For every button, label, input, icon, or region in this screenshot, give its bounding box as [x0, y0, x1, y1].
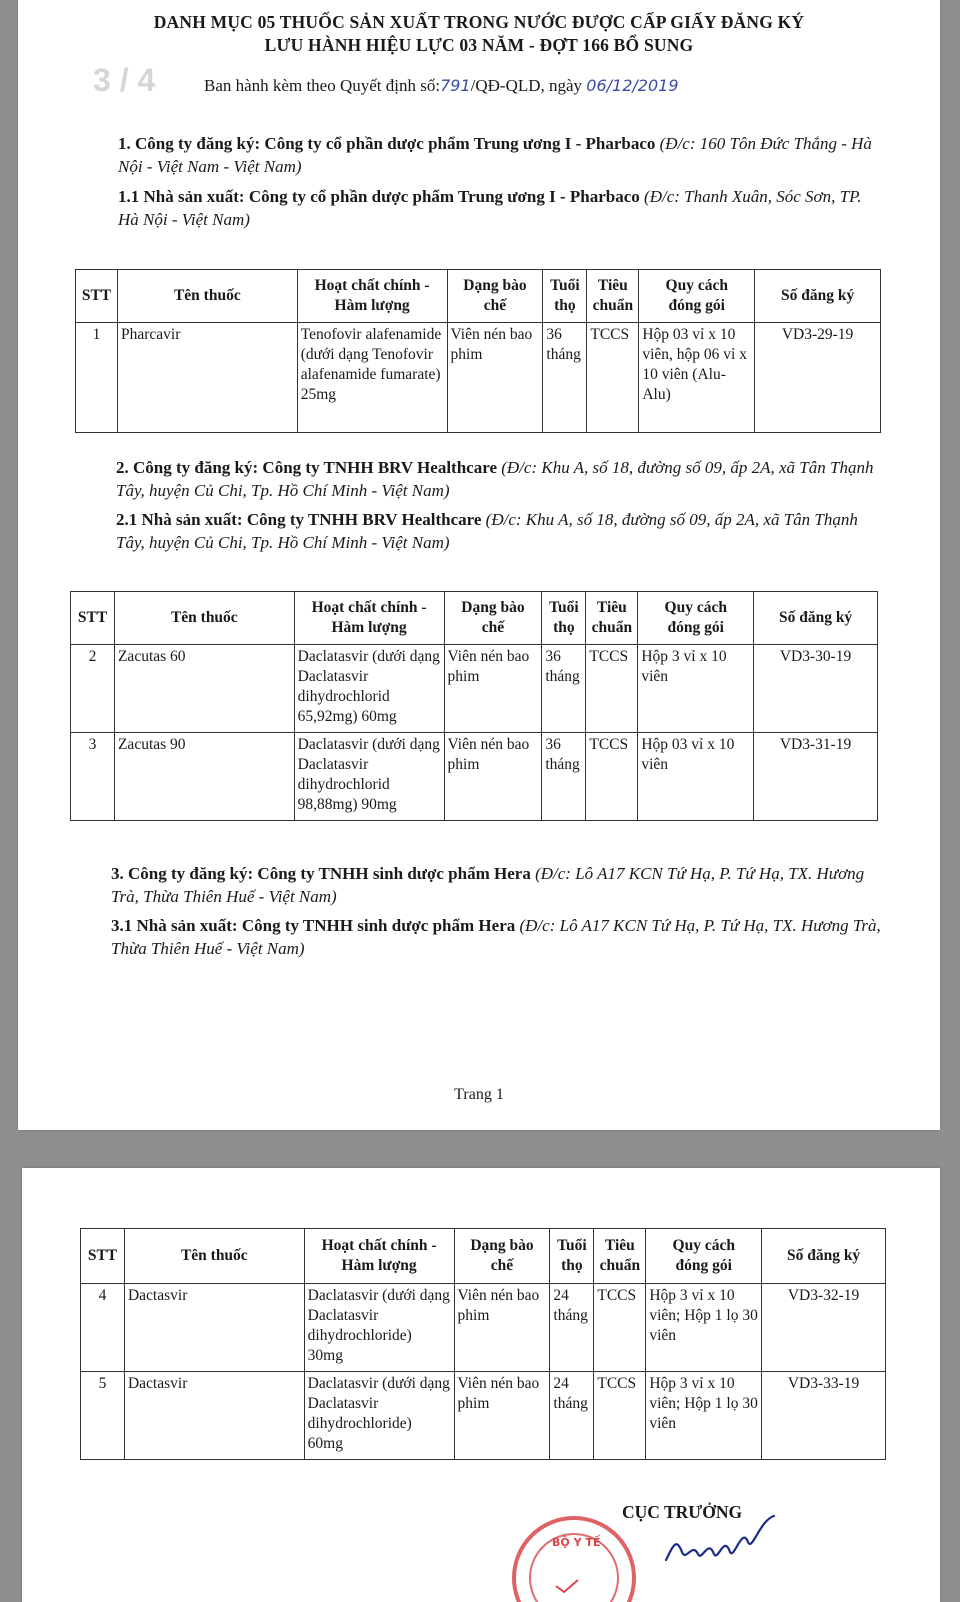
- cell-name: Pharcavir: [117, 323, 297, 433]
- cell-ingredient: Daclatasvir (dưới dạng Daclatasvir dihydrochloride) 30mg: [304, 1284, 454, 1372]
- company-name: Công ty cổ phần dược phẩm Trung ương I - Pharbaco: [264, 134, 656, 153]
- company-3-registrant: [111, 862, 881, 908]
- manufacturer-label: 3.1 Nhà sản xuất:: [111, 916, 238, 935]
- manufacturer-label: 2.1 Nhà sản xuất:: [116, 510, 243, 529]
- company-name: Công ty TNHH BRV Healthcare: [262, 458, 497, 477]
- cell-shelf-life: 24 tháng: [550, 1284, 594, 1372]
- table-header-row: [81, 1229, 886, 1284]
- cell-packaging: Hộp 03 vỉ x 10 viên, hộp 06 vỉ x 10 viên (Alu-Alu): [639, 323, 755, 433]
- document-page-2: [22, 1168, 940, 1602]
- header-ingredient: Hoạt chất chính - Hàm lượng: [297, 270, 447, 323]
- cell-stt: 3: [71, 733, 115, 821]
- drug-table-2: [70, 591, 878, 821]
- cell-reg-no: VD3-29-19: [755, 323, 881, 433]
- header-ingredient: Hoạt chất chính - Hàm lượng: [304, 1229, 454, 1284]
- cell-shelf-life: 36 tháng: [543, 323, 587, 433]
- drug-table-3: [80, 1228, 886, 1460]
- cell-reg-no: VD3-31-19: [754, 733, 878, 821]
- header-standard: Tiêu chuẩn: [594, 1229, 646, 1284]
- decree-prefix: Ban hành kèm theo Quyết định số:: [204, 76, 441, 95]
- signer-title: CỤC TRƯỞNG: [622, 1502, 743, 1522]
- header-name: Tên thuốc: [124, 1229, 304, 1284]
- decree-number: 791: [440, 76, 471, 95]
- manufacturer-name: Công ty TNHH sinh dược phẩm Hera: [241, 916, 516, 935]
- signature-scribble: [662, 1508, 782, 1568]
- header-shelf-life: Tuổi thọ: [542, 592, 586, 645]
- header-stt: STT: [81, 1229, 125, 1284]
- cell-form: Viên nén bao phim: [454, 1372, 550, 1460]
- header-packaging: Quy cách đóng gói: [639, 270, 755, 323]
- header-packaging: Quy cách đóng gói: [646, 1229, 762, 1284]
- cell-packaging: Hộp 03 vỉ x 10 viên: [638, 733, 754, 821]
- company-name: Công ty TNHH sinh dược phẩm Hera: [257, 864, 531, 883]
- header-stt: STT: [71, 592, 115, 645]
- header-form: Dạng bào chế: [447, 270, 543, 323]
- table-row: [71, 733, 878, 821]
- cell-form: Viên nén bao phim: [454, 1284, 550, 1372]
- header-form: Dạng bào chế: [454, 1229, 550, 1284]
- company-2-registrant: [116, 456, 876, 502]
- cell-ingredient: Daclatasvir (dưới dạng Daclatasvir dihydrochlorid 65,92mg) 60mg: [294, 645, 444, 733]
- manufacturer-name: Công ty TNHH BRV Healthcare: [246, 510, 482, 529]
- cell-reg-no: VD3-32-19: [762, 1284, 886, 1372]
- cell-form: Viên nén bao phim: [447, 323, 543, 433]
- header-shelf-life: Tuổi thọ: [543, 270, 587, 323]
- table-header-row: [71, 592, 878, 645]
- document-title-line-2: LƯU HÀNH HIỆU LỰC 03 NĂM - ĐỢT 166 BỔ SUNG: [264, 35, 694, 55]
- header-reg-no: Số đăng ký: [754, 592, 878, 645]
- header-name: Tên thuốc: [114, 592, 294, 645]
- cell-shelf-life: 36 tháng: [542, 733, 586, 821]
- cell-name: Zacutas 60: [114, 645, 294, 733]
- header-shelf-life: Tuổi thọ: [550, 1229, 594, 1284]
- page-number: Trang 1: [454, 1086, 504, 1103]
- cell-standard: TCCS: [594, 1284, 646, 1372]
- table-row: [76, 323, 881, 433]
- cell-standard: TCCS: [586, 645, 638, 733]
- company-3-manufacturer: [111, 914, 881, 960]
- cell-shelf-life: 24 tháng: [550, 1372, 594, 1460]
- drug-table-1: [75, 269, 881, 433]
- company-1-manufacturer: [118, 185, 878, 231]
- header-name: Tên thuốc: [117, 270, 297, 323]
- cell-packaging: Hộp 3 vỉ x 10 viên; Hộp 1 lọ 30 viên: [646, 1372, 762, 1460]
- company-address: (Đ/c: Lô A17 KCN Tứ Hạ, P. Tứ Hạ, TX. Hương Trà, Thừa Thiên Huế - Việt Nam): [111, 864, 865, 906]
- company-address: (Đ/c: 160 Tôn Đức Thắng - Hà Nội - Việt Nam - Việt Nam): [118, 134, 872, 176]
- header-packaging: Quy cách đóng gói: [638, 592, 754, 645]
- cell-name: Zacutas 90: [114, 733, 294, 821]
- table-row: [81, 1284, 886, 1372]
- cell-standard: TCCS: [586, 733, 638, 821]
- header-form: Dạng bào chế: [444, 592, 542, 645]
- table-row: [81, 1372, 886, 1460]
- cell-stt: 4: [81, 1284, 125, 1372]
- table-row: [71, 645, 878, 733]
- cell-ingredient: Daclatasvir (dưới dạng Daclatasvir dihydrochloride) 60mg: [304, 1372, 454, 1460]
- cell-standard: TCCS: [594, 1372, 646, 1460]
- decree-reference: [204, 76, 679, 96]
- cell-name: Dactasvir: [124, 1284, 304, 1372]
- company-label: 1. Công ty đăng ký:: [118, 134, 261, 153]
- header-standard: Tiêu chuẩn: [586, 592, 638, 645]
- company-address: (Đ/c: Khu A, số 18, đường số 09, ấp 2A, xã Tân Thạnh Tây, huyện Củ Chi, Tp. Hồ Chí Minh - Việt Nam): [116, 458, 874, 500]
- header-reg-no: Số đăng ký: [762, 1229, 886, 1284]
- cell-packaging: Hộp 3 vỉ x 10 viên; Hộp 1 lọ 30 viên: [646, 1284, 762, 1372]
- decree-date: 06/12/2019: [586, 76, 679, 95]
- company-1-registrant: [118, 132, 878, 178]
- cell-standard: TCCS: [587, 323, 639, 433]
- cell-name: Dactasvir: [124, 1372, 304, 1460]
- cell-ingredient: Tenofovir alafenamide (dưới dạng Tenofovir alafenamide fumarate) 25mg: [297, 323, 447, 433]
- manufacturer-address: (Đ/c: Lô A17 KCN Tứ Hạ, P. Tứ Hạ, TX. Hương Trà, Thừa Thiên Huế - Việt Nam): [111, 916, 881, 958]
- manufacturer-address: (Đ/c: Thanh Xuân, Sóc Sơn, TP. Hà Nội - Việt Nam): [118, 187, 862, 229]
- header-reg-no: Số đăng ký: [755, 270, 881, 323]
- decree-mid: /QĐ-QLD, ngày: [470, 76, 583, 95]
- company-label: 3. Công ty đăng ký:: [111, 864, 254, 883]
- cell-shelf-life: 36 tháng: [542, 645, 586, 733]
- cell-form: Viên nén bao phim: [444, 733, 542, 821]
- stamp-text: BỘ Y TẾ: [552, 1536, 601, 1549]
- header-ingredient: Hoạt chất chính - Hàm lượng: [294, 592, 444, 645]
- manufacturer-label: 1.1 Nhà sản xuất:: [118, 187, 245, 206]
- document-page-1: [18, 0, 940, 1130]
- cell-reg-no: VD3-33-19: [762, 1372, 886, 1460]
- cell-ingredient: Daclatasvir (dưới dạng Daclatasvir dihydrochlorid 98,88mg) 90mg: [294, 733, 444, 821]
- cell-reg-no: VD3-30-19: [754, 645, 878, 733]
- manufacturer-name: Công ty cổ phần dược phẩm Trung ương I - Pharbaco: [248, 187, 640, 206]
- cell-form: Viên nén bao phim: [444, 645, 542, 733]
- cell-stt: 5: [81, 1372, 125, 1460]
- cell-packaging: Hộp 3 vỉ x 10 viên: [638, 645, 754, 733]
- manufacturer-address: (Đ/c: Khu A, số 18, đường số 09, ấp 2A, xã Tân Thạnh Tây, huyện Củ Chi, Tp. Hồ Chí Minh - Việt Nam): [116, 510, 858, 552]
- table-header-row: [76, 270, 881, 323]
- company-label: 2. Công ty đăng ký:: [116, 458, 259, 477]
- header-standard: Tiêu chuẩn: [587, 270, 639, 323]
- cell-stt: 1: [76, 323, 118, 433]
- cell-stt: 2: [71, 645, 115, 733]
- document-title-line-1: DANH MỤC 05 THUỐC SẢN XUẤT TRONG NƯỚC ĐƯỢC CẤP GIẤY ĐĂNG KÝ: [153, 12, 805, 32]
- company-2-manufacturer: [116, 508, 876, 554]
- header-stt: STT: [76, 270, 118, 323]
- page-indicator: 3 / 4: [93, 62, 156, 98]
